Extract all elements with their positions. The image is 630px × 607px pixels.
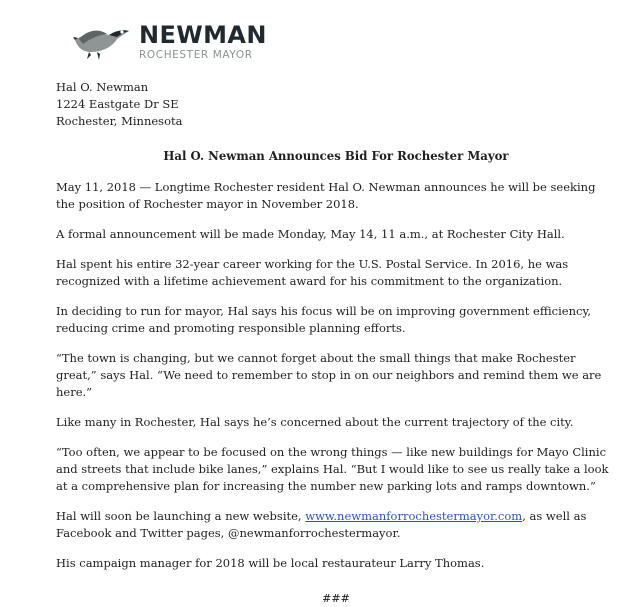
press-release-title: Hal O. Newman Announces Bid For Rochester Mayor	[163, 149, 509, 163]
paragraph-website	[56, 508, 616, 542]
paragraph: In deciding to run for mayor, Hal says his focus will be on improving government efficiency, reducing crime and promoting responsible planning efforts.	[56, 304, 592, 335]
end-mark: ###	[322, 592, 350, 605]
paragraph: “The town is changing, but we cannot forget about the small things that make Rochester great,” says Hal. “We need to remember to stop in on our neighbors and remind them we are here.”	[56, 351, 602, 399]
paragraph: May 11, 2018 — Longtime Rochester resident Hal O. Newman announces he will be seeking the position of Rochester mayor in November 2018.	[56, 180, 596, 211]
logo-name: NEWMAN	[139, 21, 267, 50]
paragraph: His campaign manager for 2018 will be local restaurateur Larry Thomas.	[56, 556, 485, 570]
website-link[interactable]: www.newmanforrochestermayor.com	[305, 509, 523, 523]
paragraph: Hal spent his entire 32-year career working for the U.S. Postal Service. In 2016, he was recognized with a lifetime achievement award for his commitment to the organization.	[56, 257, 569, 288]
logo-subtitle: ROCHESTER MAYOR	[139, 49, 253, 62]
website-text-after: , as well as Facebook and Twitter pages, @newmanforrochestermayor.	[56, 509, 587, 540]
campaign-logo	[73, 22, 267, 62]
goose-icon	[73, 22, 131, 62]
sender-address	[56, 79, 616, 130]
address-name: Hal O. Newman	[56, 80, 149, 94]
website-text-before: Hal will soon be launching a new website,	[56, 509, 306, 523]
address-city: Rochester, Minnesota	[56, 114, 183, 128]
paragraph: Like many in Rochester, Hal says he’s concerned about the current trajectory of the city.	[56, 415, 574, 429]
address-street: 1224 Eastgate Dr SE	[56, 97, 179, 111]
paragraph: A formal announcement will be made Monday, May 14, 11 a.m., at Rochester City Hall.	[56, 227, 565, 241]
document-body	[56, 79, 616, 607]
paragraph: “Too often, we appear to be focused on the wrong things — like new buildings for Mayo Clinic and streets that include bike lanes,” explains Hal. “But I would like to see us really take a look at a comprehensive plan for increasing the number new parking lots and ramps downtown.”	[56, 445, 609, 493]
